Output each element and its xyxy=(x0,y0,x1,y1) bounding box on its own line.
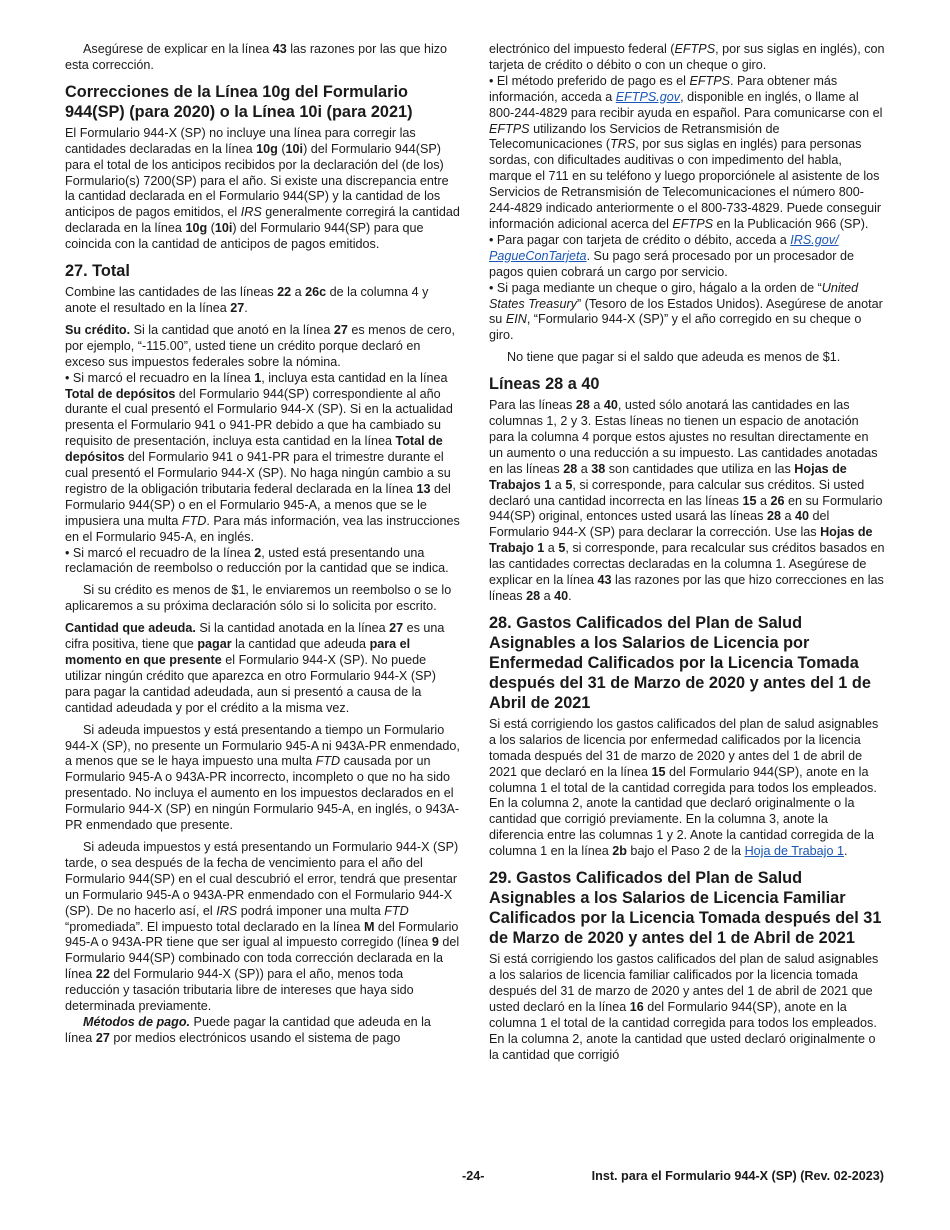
link-eftps-gov[interactable]: EFTPS.gov xyxy=(615,89,681,104)
bullet-eftps: • El método preferido de pago es el EFTPS. Para obtener más información, acceda a EFTPS.gov, disponible en inglés, o llame al 800-244-4829 para recibir ayuda en español. Para comunicarse con el EFTPS utilizando los Servicios de Retransmisión de Telecomunicaciones (TRS, por sus siglas en inglés) para personas sordas, con dificultades auditivas o con impedimento del habla, marque el 711 en su teléfono y luego proporciónele al asistente de los Servicios de Retransmisión de Telecomunicaciones el número 800-244-4829 indicado anteriormente o el 800-733-4829. Puede conseguir información adicional acerca del EFTPS en la Publicación 966 (SP). xyxy=(489,73,883,231)
paragraph-total: Combine las cantidades de las líneas 22 a 26c de la columna 4 y anote el resultado en la línea 27. xyxy=(65,285,429,315)
paragraph-credito-menos-1: Si su crédito es menos de $1, le enviaremos un reembolso o se lo aplicaremos a su próxima declaración sólo si lo solicita por escrito. xyxy=(65,583,452,614)
paragraph-cantidad-adeuda: Cantidad que adeuda. Si la cantidad anotada en la línea 27 es una cifra positiva, tiene que pagar la cantidad que adeuda para el momento en que presente el Formulario 944-X (SP). No puede utilizar ningún crédito que aparezca en otro Formulario 944-X (SP) para pagar la cantidad adeudada, aun si presentó a causa de la cantidad adeudada y por el crédito a la misma vez. xyxy=(65,621,445,715)
paragraph-linea-28: Si está corrigiendo los gastos calificados del plan de salud asignables a los salarios de licencia por enfermedad calificados por la licencia tomada después del 31 de marzo de 2020 y antes del 1 de abril de 2021 que declaró en la línea 15 del Formulario 944(SP), anote en la columna 1 el total de la cantidad corregida para todos los empleados. En la columna 2, anote la cantidad que declaró originalmente o la cantidad que corrigió previamente. En la columna 3, anote la diferencia entre las columnas 1 y 2. Anote la cantidad corregida de la columna 1 en la línea 2b bajo el Paso 2 de la Hoja de Trabajo 1. xyxy=(489,716,879,859)
paragraph-pago-continuacion: electrónico del impuesto federal (EFTPS, por sus siglas en inglés), con tarjeta de crédito o débito o con un cheque o giro. xyxy=(489,42,885,72)
intro-paragraph: Asegúrese de explicar en la línea 43 las razones por las que hizo esta corrección. xyxy=(65,42,448,72)
paragraph-line-10g: El Formulario 944-X (SP) no incluye una línea para corregir las cantidades declaradas en la línea 10g (10i) del Formulario 944(SP) para el total de los anticipos recibidos por la declaración del (de los) Formulario(s) 7200(SP) para el año. Si existe una discrepancia entre la cantidad declarada en el Formulario 944(SP) y la cantidad de los anticipos de pagos emitidos, el IRS generalmente corregirá la cantidad declarada en la línea 10g (10i) del Formulario 944(SP) para que coincida con la cantidad de anticipos de pagos emitidos. xyxy=(65,125,460,252)
link-hoja-de-trabajo-1[interactable]: Hoja de Trabajo 1 xyxy=(744,844,844,859)
left-column xyxy=(65,42,461,1053)
heading-linea-28: 28. Gastos Calificados del Plan de Salud Asignables a los Salarios de Licencia por Enfermedad Calificados por la Licencia Tomada después del 31 de Marzo de 2020 y antes del 1 de Abril de 2021 xyxy=(489,613,871,712)
page-number: -24- xyxy=(462,1169,485,1183)
paragraph-su-credito: Su crédito. Si la cantidad que anotó en la línea 27 es menos de cero, por ejemplo, “-115.00”, usted tiene un crédito porque declaró en exceso sus impuestos federales sobre la nómina. xyxy=(65,322,455,369)
paragraph-metodos-de-pago: Métodos de pago. Puede pagar la cantidad que adeuda en la línea 27 por medios electrónicos usando el sistema de pago xyxy=(65,1014,431,1045)
paragraph-no-tiene-que-pagar: No tiene que pagar si el saldo que adeuda es menos de $1. xyxy=(507,350,841,365)
paragraph-lineas-28-40: Para las líneas 28 a 40, usted sólo anotará las cantidades en las columnas 1, 2 y 3. Estas líneas no tienen un espacio de anotación para la columna 4 porque estos ajustes no resultan directamente en un aumento o una reducción a su impuesto. Las cantidades anotadas en las líneas 28 a 38 son cantidades que utiliza en las Hojas de Trabajos 1 a 5, si corresponde, para calcular sus créditos. Si usted declaró una cantidad incorrecta en las líneas 15 a 26 en su Formulario 944(SP) original, entonces usted usará las líneas 28 a 40 del Formulario 944-X (SP) para declarar la corrección. Use las Hojas de Trabajo 1 a 5, si corresponde, para recalcular sus créditos basados en las cantidades correctas declaradas en la columna 1. Asegúrese de explicar en la línea 43 las razones por las que hizo correcciones en las líneas 28 a 40. xyxy=(489,398,885,603)
heading-total: 27. Total xyxy=(65,262,130,281)
bullet-line-1: • Si marcó el recuadro en la línea 1, incluya esta cantidad en la línea Total de depósitos del Formulario 944(SP) correspondiente al año durante el cual presentó el Formulario 944-X (SP). Si en la actualidad presenta el Formulario 941 o 941-PR debido a que ha cambiado su requisito de presentación, incluya esta cantidad en la línea Total de depósitos del Formulario 941 o 941-PR para el trimestre durante el cual presentó el Formulario 944-X (SP). No haga ningún cambio a su registro de la obligación tributaria federal declarada en la línea 13 del Formulario 944(SP) o en el Formulario 945-A, a menos que se le impusiera una multa FTD. Para más información, vea las instrucciones en el Formulario 945-A, en inglés. xyxy=(65,370,460,544)
footer-form-title: Inst. para el Formulario 944-X (SP) (Rev. 02-2023) xyxy=(591,1169,884,1183)
heading-linea-29: 29. Gastos Calificados del Plan de Salud Asignables a los Salarios de Licencia Familiar Calificados por la Licencia Tomada después del 31 de Marzo de 2020 y antes del 1 de Abril de 2021 xyxy=(489,869,882,948)
link-pague-con-tarjeta[interactable]: IRS.gov/ PagueConTarjeta xyxy=(489,232,839,263)
heading-lineas-28-40: Líneas 28 a 40 xyxy=(489,375,600,394)
bullet-cheque: • Si paga mediante un cheque o giro, hágalo a la orden de “United States Treasury” (Tesoro de los Estados Unidos). Asegúrese de anotar su EIN, “Formulario 944-X (SP)” y el año corregido en su cheque o giro. xyxy=(489,280,883,343)
paragraph-linea-29: Si está corrigiendo los gastos calificados del plan de salud asignables a los salarios de licencia familiar calificados por la licencia tomada después del 31 de marzo de 2020 y antes del 1 de abril de 2021 que usted declaró en la línea 16 del Formulario 944(SP), anote en la columna 1 el total de la cantidad corregida para todos los empleados. En la columna 2, anote la cantidad que usted declaró originalmente o la cantidad que corrigió xyxy=(489,952,879,1062)
bullet-tarjeta: • Para pagar con tarjeta de crédito o débito, acceda a IRS.gov/ PagueConTarjeta. Su pago será procesado por un procesador de pagos quien cobrará un cargo por servicio. xyxy=(489,232,855,279)
bullet-line-2: • Si marcó el recuadro de la línea 2, usted está presentando una reclamación de reembolso o reducción por la cantidad que se indica. xyxy=(65,545,449,576)
paragraph-tarde: Si adeuda impuestos y está presentando un Formulario 944-X (SP) tarde, o sea después de la fecha de vencimiento para el año del Formulario 944(SP) en el cual descubrió el error, tendrá que presentar un Formulario 945-A o 943A-PR enmendado con el Formulario 944-X (SP). De no hacerlo así, el IRS podrá imponer una multa FTD “promediada”. El impuesto total declarado en la línea M del Formulario 945-A o 943A-PR tiene que ser igual al impuesto corregido (línea 9 del Formulario 944(SP) combinado con toda corrección declarada en la línea 22 del Formulario 944-X (SP)) para el año, menos toda reducción y tasación tributaria libre de intereses que haya sido determinada previamente. xyxy=(65,839,460,1014)
paragraph-a-tiempo: Si adeuda impuestos y está presentando a tiempo un Formulario 944-X (SP), no presente un Formulario 945-A ni 943A-PR enmendado, a menos que se le haya impuesto una multa FTD causada por un Formulario 945-A o 943A-PR incorrecto, incompleto o que no ha sido presentado. No incluya el aumento en los impuestos declarados en el Formulario 944-X (SP) en ningún Formulario 945-A, en inglés, o 943A-PR enmendado que presente. xyxy=(65,722,460,833)
heading-line-10g: Correcciones de la Línea 10g del Formulario 944(SP) (para 2020) o la Línea 10i (para 2021) xyxy=(65,82,413,121)
right-column xyxy=(489,42,885,1069)
